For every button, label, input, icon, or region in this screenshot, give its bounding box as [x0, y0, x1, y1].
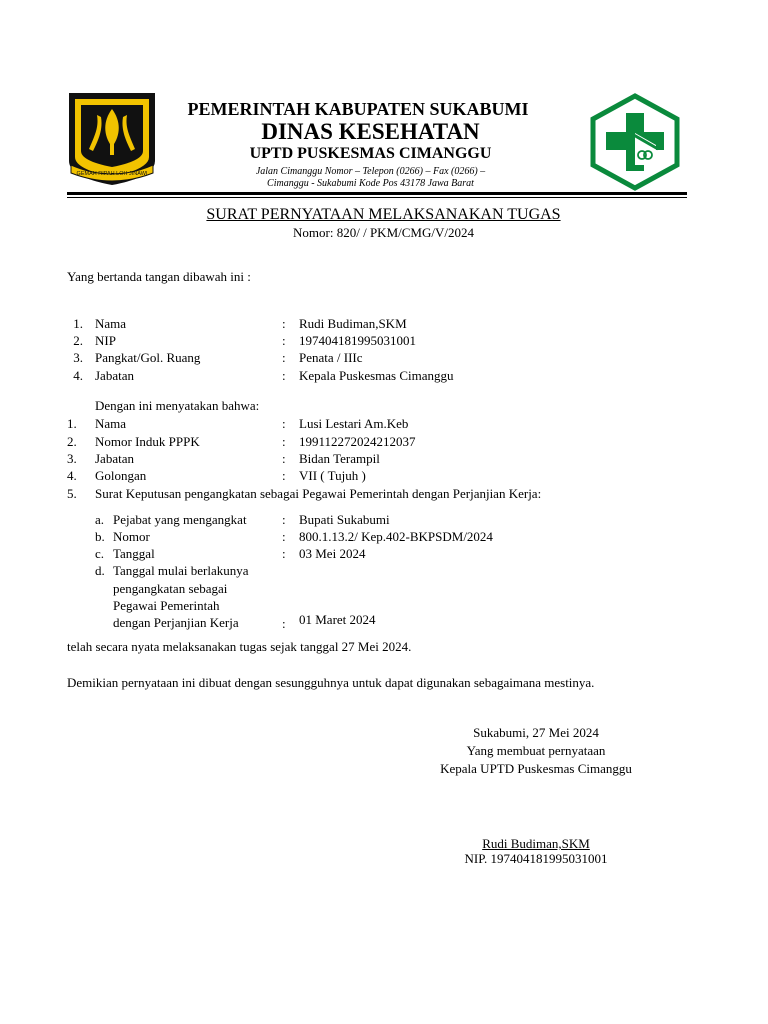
subject-sep: : [282, 434, 286, 449]
signer-sep: : [282, 350, 286, 365]
document-number: Nomor: 820/ / PKM/CMG/V/2024 [293, 225, 474, 240]
signer-label: NIP [95, 333, 116, 348]
signer-sep: : [282, 333, 286, 348]
intro-text: Yang bertanda tangan dibawah ini : [67, 269, 251, 284]
sk-value: Bupati Sukabumi [299, 512, 390, 527]
subject-label: Golongan [95, 468, 147, 483]
signer-sep: : [282, 368, 286, 383]
sk-no: a. [95, 512, 105, 527]
letterhead-address-line1: Jalan Cimanggu Nomor – Telepon (0266) – Fax (0266) – [255, 166, 486, 177]
sign-role-line2: Kepala UPTD Puskesmas Cimanggu [440, 761, 632, 776]
declaration-text: Dengan ini menyatakan bahwa: [95, 398, 260, 413]
subject-no: 3. [67, 451, 77, 466]
signer-label: Pangkat/Gol. Ruang [95, 350, 201, 365]
closing-text: Demikian pernyataan ini dibuat dengan sesungguhnya untuk dapat digunakan sebagaimana mestinya. [67, 675, 595, 690]
sign-role-line1: Yang membuat pernyataan [466, 743, 606, 758]
subject-label: Nomor Induk PPPK [95, 434, 200, 449]
sk-d-label-line2: pengangkatan sebagai [113, 581, 228, 596]
subject-label: Nama [95, 416, 127, 431]
letterhead-government: PEMERINTAH KABUPATEN SUKABUMI [187, 99, 529, 119]
signer-label: Nama [95, 316, 127, 331]
signer-value: Rudi Budiman,SKM [299, 316, 407, 331]
sk-sep: : [282, 529, 286, 544]
signer-no: 1. [73, 316, 83, 331]
signer-name-text: Rudi Budiman,SKM [482, 836, 590, 851]
letterhead-unit: UPTD PUSKESMAS CIMANGGU [249, 145, 492, 162]
sk-d-label-line3: Pegawai Pemerintah [113, 598, 220, 613]
signer-no: 2. [73, 333, 83, 348]
kabupaten-sukabumi-logo [67, 91, 157, 187]
sk-sep: : [282, 512, 286, 527]
subject-no: 1. [67, 416, 77, 431]
subject-sep: : [282, 416, 286, 431]
item5-no: 5. [67, 486, 77, 501]
document-title: SURAT PERNYATAAN MELAKSANAKAN TUGAS [206, 206, 561, 223]
subject-value: Lusi Lestari Am.Keb [299, 416, 409, 431]
sk-label: Nomor [113, 529, 150, 544]
statement-text: telah secara nyata melaksanakan tugas sejak tanggal 27 Mei 2024. [67, 639, 412, 654]
sk-d-value: 01 Maret 2024 [299, 612, 376, 627]
signer-value: Penata / IIIc [299, 350, 363, 365]
sk-value: 800.1.13.2/ Kep.402-BKPSDM/2024 [299, 529, 493, 544]
letterhead-divider-thick [67, 192, 687, 195]
sk-no: c. [95, 546, 105, 561]
signer-no: 4. [73, 368, 83, 383]
signer-value: Kepala Puskesmas Cimanggu [299, 368, 454, 383]
subject-value: Bidan Terampil [299, 451, 380, 466]
sk-d-no: d. [95, 563, 105, 578]
letterhead-agency: DINAS KESEHATAN [261, 119, 480, 144]
logo-motto: GEMAH RIPAH LOH JINAWI [76, 171, 148, 177]
subject-sep: : [282, 468, 286, 483]
puskesmas-logo [588, 93, 682, 191]
sk-d-label-line4: dengan Perjanjian Kerja [113, 615, 239, 630]
sk-no: b. [95, 529, 105, 544]
item5-text: Surat Keputusan pengangkatan sebagai Pegawai Pemerintah dengan Perjanjian Kerja: [95, 486, 542, 501]
subject-no: 4. [67, 468, 77, 483]
subject-label: Jabatan [95, 451, 134, 466]
sk-sep: : [282, 546, 286, 561]
signer-nip: NIP. 197404181995031001 [464, 851, 608, 866]
subject-value: 199112272024212037 [299, 434, 416, 449]
letterhead-address-line2: Cimanggu - Sukabumi Kode Pos 43178 Jawa Barat [267, 178, 474, 189]
sign-place-date: Sukabumi, 27 Mei 2024 [473, 725, 599, 740]
sk-label: Tanggal [113, 546, 155, 561]
sk-value: 03 Mei 2024 [299, 546, 366, 561]
letterhead-divider-thin [67, 197, 687, 198]
signer-no: 3. [73, 350, 83, 365]
sk-d-sep: : [282, 616, 286, 631]
subject-value: VII ( Tujuh ) [299, 468, 366, 483]
subject-no: 2. [67, 434, 77, 449]
sk-label: Pejabat yang mengangkat [113, 512, 247, 527]
subject-sep: : [282, 451, 286, 466]
signer-value: 197404181995031001 [299, 333, 416, 348]
sk-d-label-line1: Tanggal mulai berlakunya [113, 563, 249, 578]
signer-label: Jabatan [95, 368, 134, 383]
signer-sep: : [282, 316, 286, 331]
